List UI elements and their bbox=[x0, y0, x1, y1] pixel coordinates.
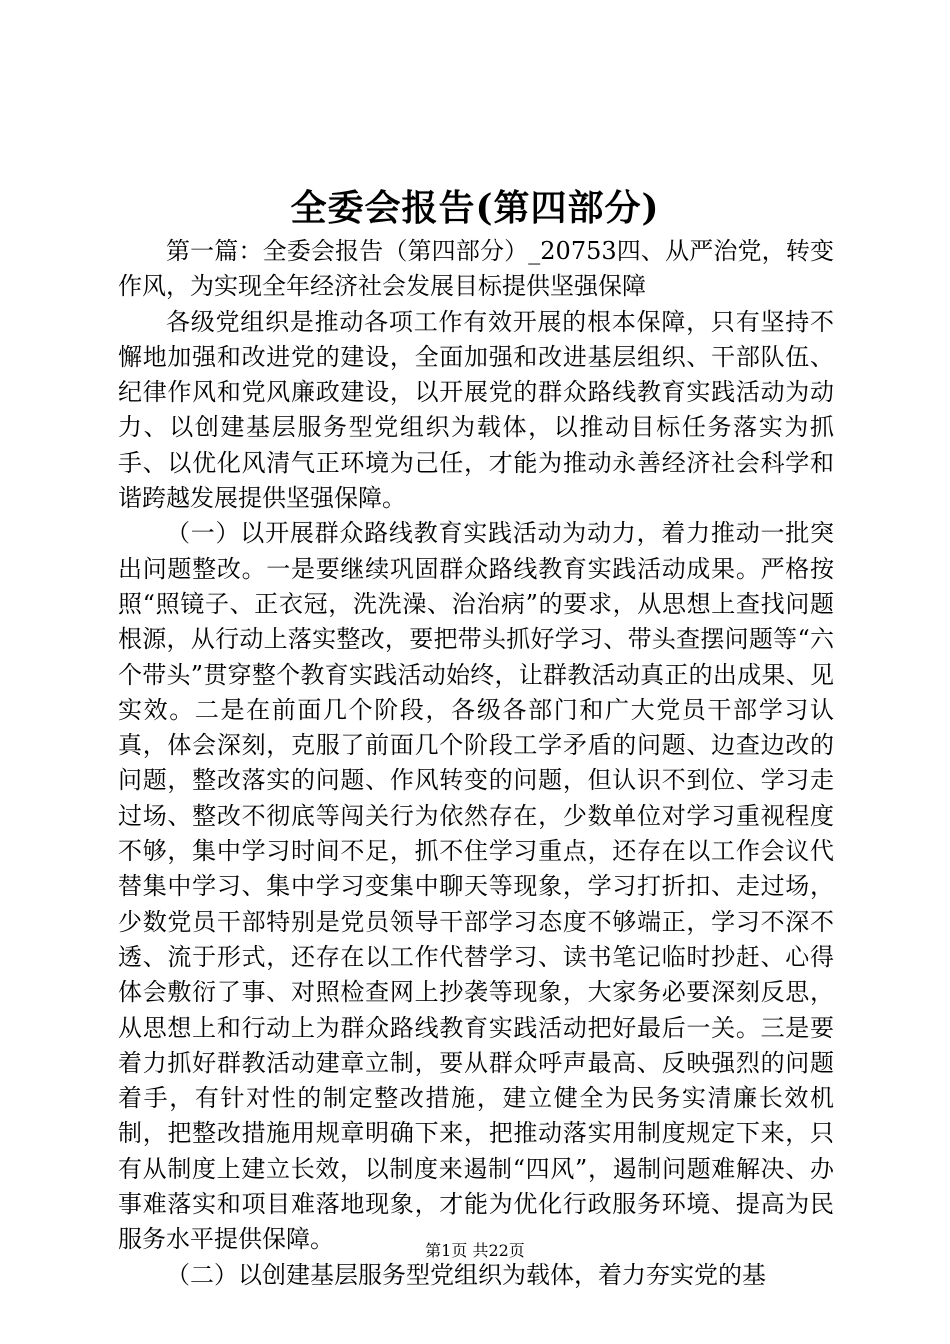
document-body bbox=[118, 234, 834, 1293]
document-title: 全委会报告(第四部分) bbox=[290, 187, 660, 229]
paragraph-overview: 各级党组织是推动各项工作有效开展的根本保障，只有坚持不懈地加强和改进党的建设，全面加强和改进基层组织、干部队伍、纪律作风和党风廉政建设，以开展党的群众路线教育实践活动为动力、以创建基层服务型党组织为载体，以推动目标任务落实为抓手、以优化风清气正环境为己任，才能为推动永善经济社会科学和谐跨越发展提供坚强保障。 bbox=[118, 307, 834, 513]
paragraph-section-two: （二）以创建基层服务型党组织为载体，着力夯实党的基 bbox=[166, 1260, 766, 1289]
page-footer: 第1页 共22页 bbox=[425, 1241, 525, 1260]
paragraph-intro: 第一篇：全委会报告（第四部分）_20753四、从严治党，转变作风，为实现全年经济社会发展目标提供坚强保障 bbox=[118, 237, 834, 301]
paragraph-section-one: （一）以开展群众路线教育实践活动为动力，着力推动一批突出问题整改。一是要继续巩固群众路线教育实践活动成果。严格按照“照镜子、正衣冠，洗洗澡、治治病”的要求，从思想上查找问题根源，从行动上落实整改，要把带头抓好学习、带头查摆问题等“六个带头”贯穿整个教育实践活动始终，让群教活动真正的出成果、见实效。二是在前面几个阶段，各级各部门和广大党员干部学习认真，体会深刻，克服了前面几个阶段工学矛盾的问题、边查边改的问题，整改落实的问题、作风转变的问题，但认识不到位、学习走过场、整改不彻底等闯关行为依然存在，少数单位对学习重视程度不够，集中学习时间不足，抓不住学习重点，还存在以工作会议代替集中学习、集中学习变集中聊天等现象，学习打折扣、走过场，少数党员干部特别是党员领导干部学习态度不够端正，学习不深不透、流于形式，还存在以工作代替学习、读书笔记临时抄赶、心得体会敷衍了事、对照检查网上抄袭等现象，大家务必要深刻反思，从思想上和行动上为群众路线教育实践活动把好最后一关。三是要着力抓好群教活动建章立制，要从群众呼声最高、反映强烈的问题着手，有针对性的制定整改措施，建立健全为民务实清廉长效机制，把整改措施用规章明确下来，把推动落实用制度规定下来，只有从制度上建立长效，以制度来遏制“四风”，遏制问题难解决、办事难落实和项目难落地现象，才能为优化行政服务环境、提高为民服务水平提供保障。 bbox=[118, 519, 834, 1254]
